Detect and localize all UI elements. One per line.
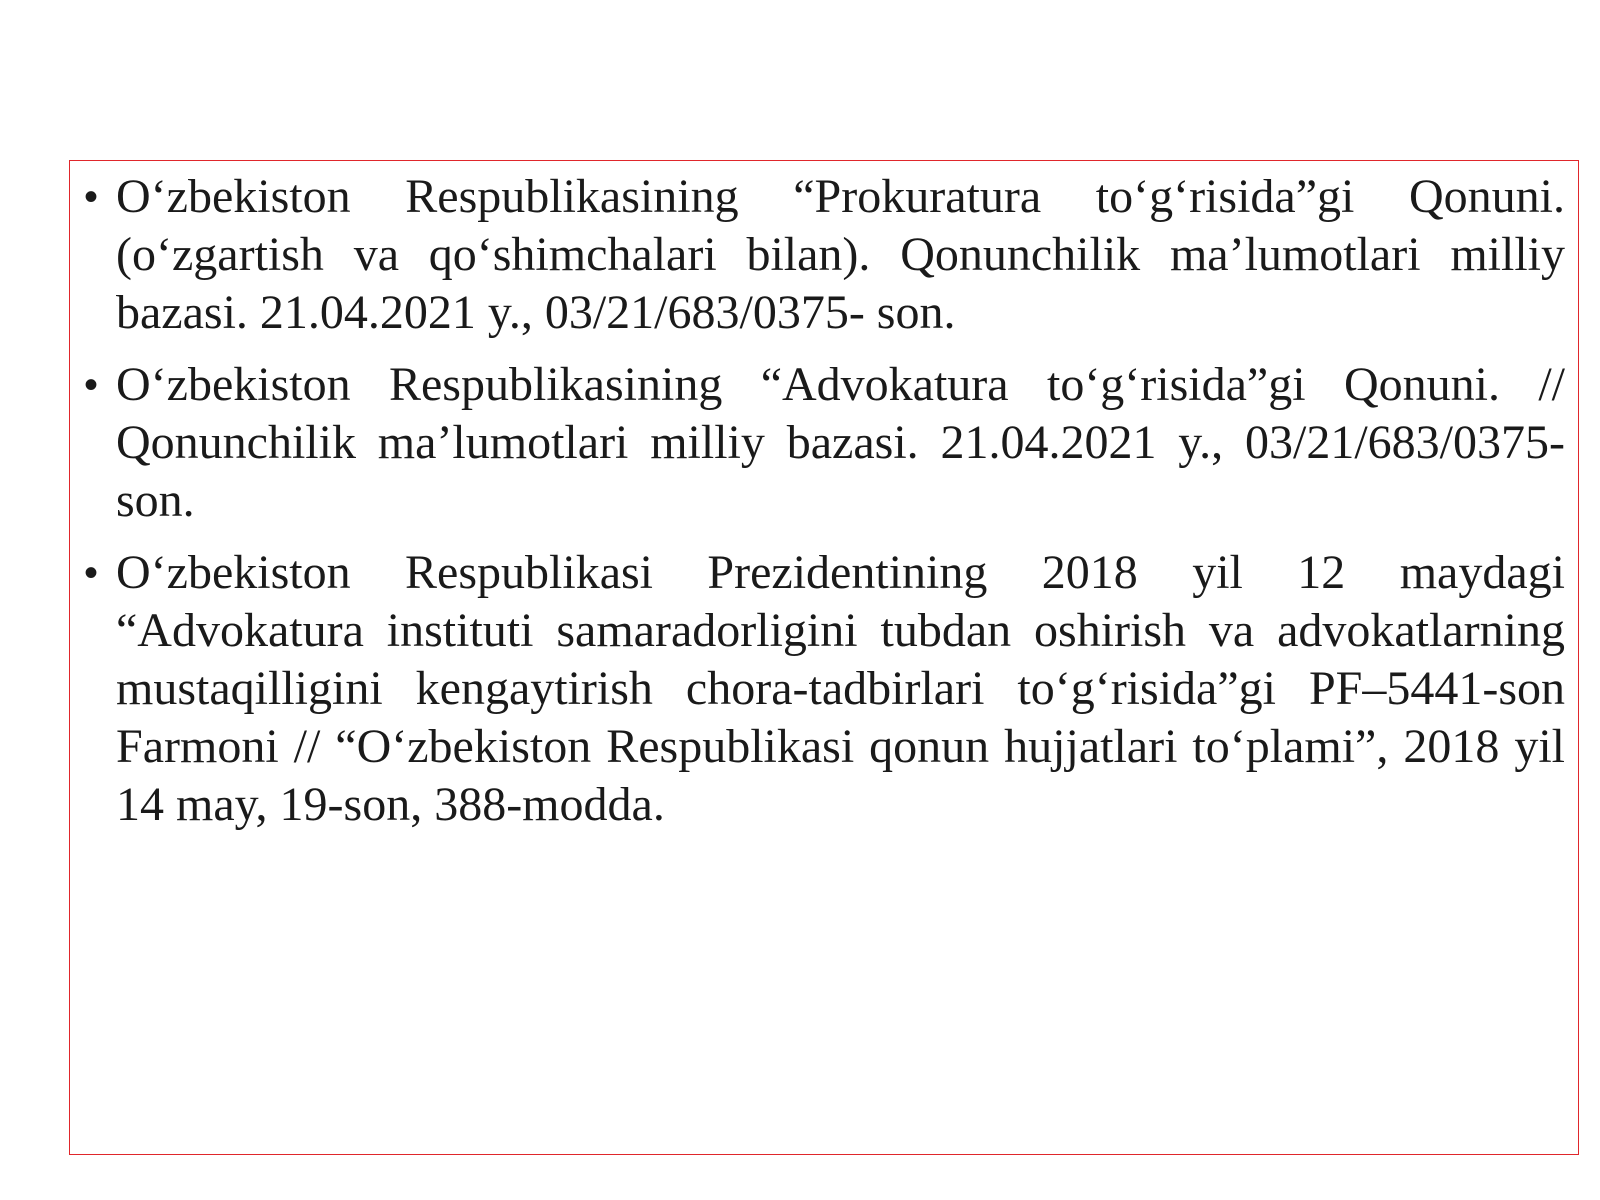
- reference-item-1: [84, 168, 1565, 342]
- reference-item-3: [84, 544, 1565, 834]
- reference-text-2: O‘zbekiston Respublikasining “Advokatura to‘g‘risida”gi Qonuni. // Qonunchilik ma’lumotlari milliy bazasi. 21.04.2021 y., 03/21/683/0375-son.: [116, 358, 1565, 527]
- bullet-icon: •: [84, 175, 99, 219]
- reference-text-3: O‘zbekiston Respublikasi Prezidentining 2018 yil 12 maydagi “Advokatura instituti samaradorligini tubdan oshirish va advokatlarning mustaqilligini kengaytirish chora-tadbirlari to‘g‘risida”gi PF–5441-son Farmoni // “O‘zbekiston Respublikasi qonun hujjatlari to‘plami”, 2018 yil 14 may, 19-son, 388-modda.: [116, 546, 1565, 831]
- bullet-icon: •: [84, 363, 99, 407]
- reference-text-1: O‘zbekiston Respublikasining “Prokuratura to‘g‘risida”gi Qonuni. (o‘zgartish va qo‘shimchalari bilan). Qonunchilik ma’lumotlari milliy bazasi. 21.04.2021 y., 03/21/683/0375- son.: [116, 170, 1565, 339]
- reference-list: [84, 168, 1565, 848]
- reference-item-2: [84, 356, 1565, 530]
- bullet-icon: •: [84, 551, 99, 595]
